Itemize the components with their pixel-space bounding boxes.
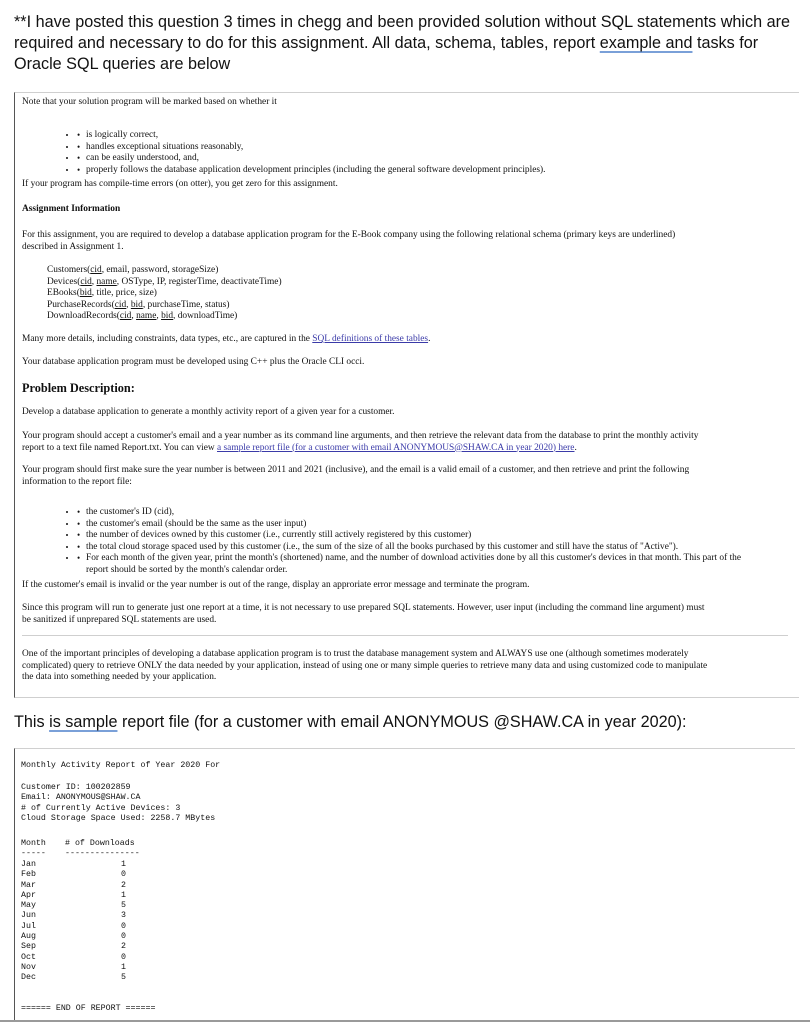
month-label: Jun	[21, 911, 36, 921]
info-item: • • the customer's ID (cid),	[77, 507, 810, 519]
marking-note: Note that your solution program will be marked based on whether it	[22, 97, 277, 107]
download-count: 3	[121, 911, 126, 921]
month-label: Jan	[21, 860, 36, 869]
month-label: Jul	[21, 921, 36, 931]
schema-devices: Devices(cid, name, OSType, IP, registerTime, deactivateTime)	[47, 276, 282, 287]
intro-line-1: **I have posted this question 3 times in chegg and been provided solution without SQL statements which are	[14, 13, 790, 31]
month-label: Apr	[21, 890, 36, 900]
report-rule-downloads: ---------------	[65, 849, 140, 858]
info-item: • • the number of devices owned by this customer (i.e., currently still actively registered by this customer)	[77, 530, 810, 542]
download-count: 0	[121, 932, 126, 942]
schema-ebooks: EBooks(bid, title, price, size)	[47, 288, 157, 298]
download-count: 0	[121, 870, 126, 880]
report-device-count: # of Currently Active Devices: 3	[21, 804, 181, 813]
download-count: 0	[121, 952, 126, 962]
intro-paragraph	[14, 12, 804, 75]
month-label: Mar	[21, 880, 36, 890]
month-label: Dec	[21, 973, 36, 983]
month-label: Feb	[21, 870, 36, 880]
report-months-column	[21, 860, 36, 984]
marking-criteria-list	[37, 130, 546, 176]
sample-report-heading: This is sample report file (for a customer with email ANONYMOUS @SHAW.CA in year 2020):	[14, 713, 687, 731]
criteria-item: • • can be easily understood, and,	[77, 153, 546, 165]
criteria-item: • • properly follows the database application development principles (including the general software development principles).	[77, 165, 546, 177]
problem-description-heading: Problem Description:	[22, 381, 135, 395]
download-count: 1	[121, 890, 126, 900]
bottom-divider	[0, 1020, 810, 1022]
report-downloads-column	[116, 860, 126, 984]
month-label: Oct	[21, 952, 36, 962]
schema-customers: Customers(cid, email, password, storageSize)	[47, 265, 219, 275]
intro-line-3: Oracle SQL queries are below	[14, 55, 231, 73]
report-end-marker: ====== END OF REPORT ======	[21, 1004, 156, 1013]
info-item: • • the customer's email (should be the same as the user input)	[77, 519, 810, 531]
info-item: • • For each month of the given year, print the month's (shortened) name, and the number of download activities done by all this customer's devices in that month. This part of the report should be sorted by the month's calendar order.	[77, 553, 810, 576]
relational-schema	[47, 265, 282, 323]
download-count: 5	[121, 973, 126, 983]
download-count: 2	[121, 880, 126, 890]
invalid-input-text: If the customer's email is invalid or the year number is out of the range, display an approriate error message and terminate the program.	[22, 580, 530, 590]
sql-definitions-link[interactable]: SQL definitions of these tables	[312, 334, 429, 344]
download-count: 0	[121, 921, 126, 931]
intro-line-2: required and necessary to do for this assignment. All data, schema, tables, report example and tasks for	[14, 34, 759, 52]
report-col-downloads: # of Downloads	[65, 839, 135, 848]
download-count: 2	[121, 942, 126, 952]
prepared-statements-text: Since this program will run to generate just one report at a time, it is not necessary to use prepared SQL statements. However, user input (including the command line argument) must be sanitized if unprepared SQL statements are used.	[22, 603, 705, 625]
report-customer-id: Customer ID: 100202859	[21, 783, 131, 792]
month-label: May	[21, 901, 36, 911]
month-label: Sep	[21, 942, 36, 952]
download-count: 1	[121, 860, 126, 869]
compile-note: If your program has compile-time errors (on otter), you get zero for this assignment.	[22, 179, 338, 189]
download-count: 5	[121, 901, 126, 911]
report-email: Email: ANONYMOUS@SHAW.CA	[21, 793, 141, 802]
assignment-info-heading: Assignment Information	[22, 204, 121, 214]
schema-download-records: DownloadRecords(cid, name, bid, downloadTime)	[47, 311, 238, 321]
report-col-month: Month	[21, 839, 46, 848]
report-rule-month: -----	[21, 849, 46, 858]
range-check-text: Your program should first make sure the year number is between 2011 and 2021 (inclusive), and the email is a valid email of a customer, and then retrieve and print the following information to the report file:	[22, 465, 690, 487]
section-divider	[22, 635, 788, 636]
criteria-item: • • is logically correct,	[77, 130, 546, 142]
details-line: Many more details, including constraints, data types, etc., are captured in the SQL definitions of these tables.	[22, 334, 431, 344]
report-title: Monthly Activity Report of Year 2020 For	[21, 761, 221, 770]
intro-underlined-text: example and	[599, 34, 693, 52]
download-count: 1	[121, 962, 126, 972]
problem-description-text: Develop a database application to generate a monthly activity report of a given year for a customer.	[22, 407, 395, 417]
month-label: Nov	[21, 962, 36, 972]
occi-requirement: Your database application program must be developed using C++ plus the Oracle CLI occi.	[22, 357, 365, 367]
schema-purchase-records: PurchaseRecords(cid, bid, purchaseTime, status)	[47, 299, 230, 310]
criteria-item: • • handles exceptional situations reasonably,	[77, 142, 546, 154]
month-label: Aug	[21, 932, 36, 942]
assignment-info-text: For this assignment, you are required to develop a database application program for the E-Book company using the following relational schema (primary keys are underlined) described in Assignment 1.	[22, 230, 676, 252]
sample-report-link[interactable]: a sample report file (for a customer with email ANONYMOUS@SHAW.CA in year 2020) here	[217, 442, 575, 453]
info-item: • • the total cloud storage spaced used by this customer (i.e., the sum of the size of all the books purchased by this customer and still have the status of "Active").	[77, 542, 810, 554]
report-storage-used: Cloud Storage Space Used: 2258.7 MBytes	[21, 814, 216, 823]
report-info-list	[37, 507, 810, 576]
principle-text: One of the important principles of developing a database application program is to trust the database management system and ALWAYS use one (although sometimes moderately complicated) query to retrieve ONLY the data needed by your application, instead of using one or many simple queries to retrieve many data and using customized code to manipulate the data into something needed by your application.	[22, 649, 708, 682]
sample-report-frame	[14, 748, 795, 1021]
accept-arguments-text: Your program should accept a customer's email and a year number as its command line arguments, and then retrieve the relevant data from the database to print the monthly activity report to a text file named Report.txt. You can view a sample report file (for a customer with email ANONYMOUS@SHAW.CA in year 2020) here.	[22, 431, 699, 453]
